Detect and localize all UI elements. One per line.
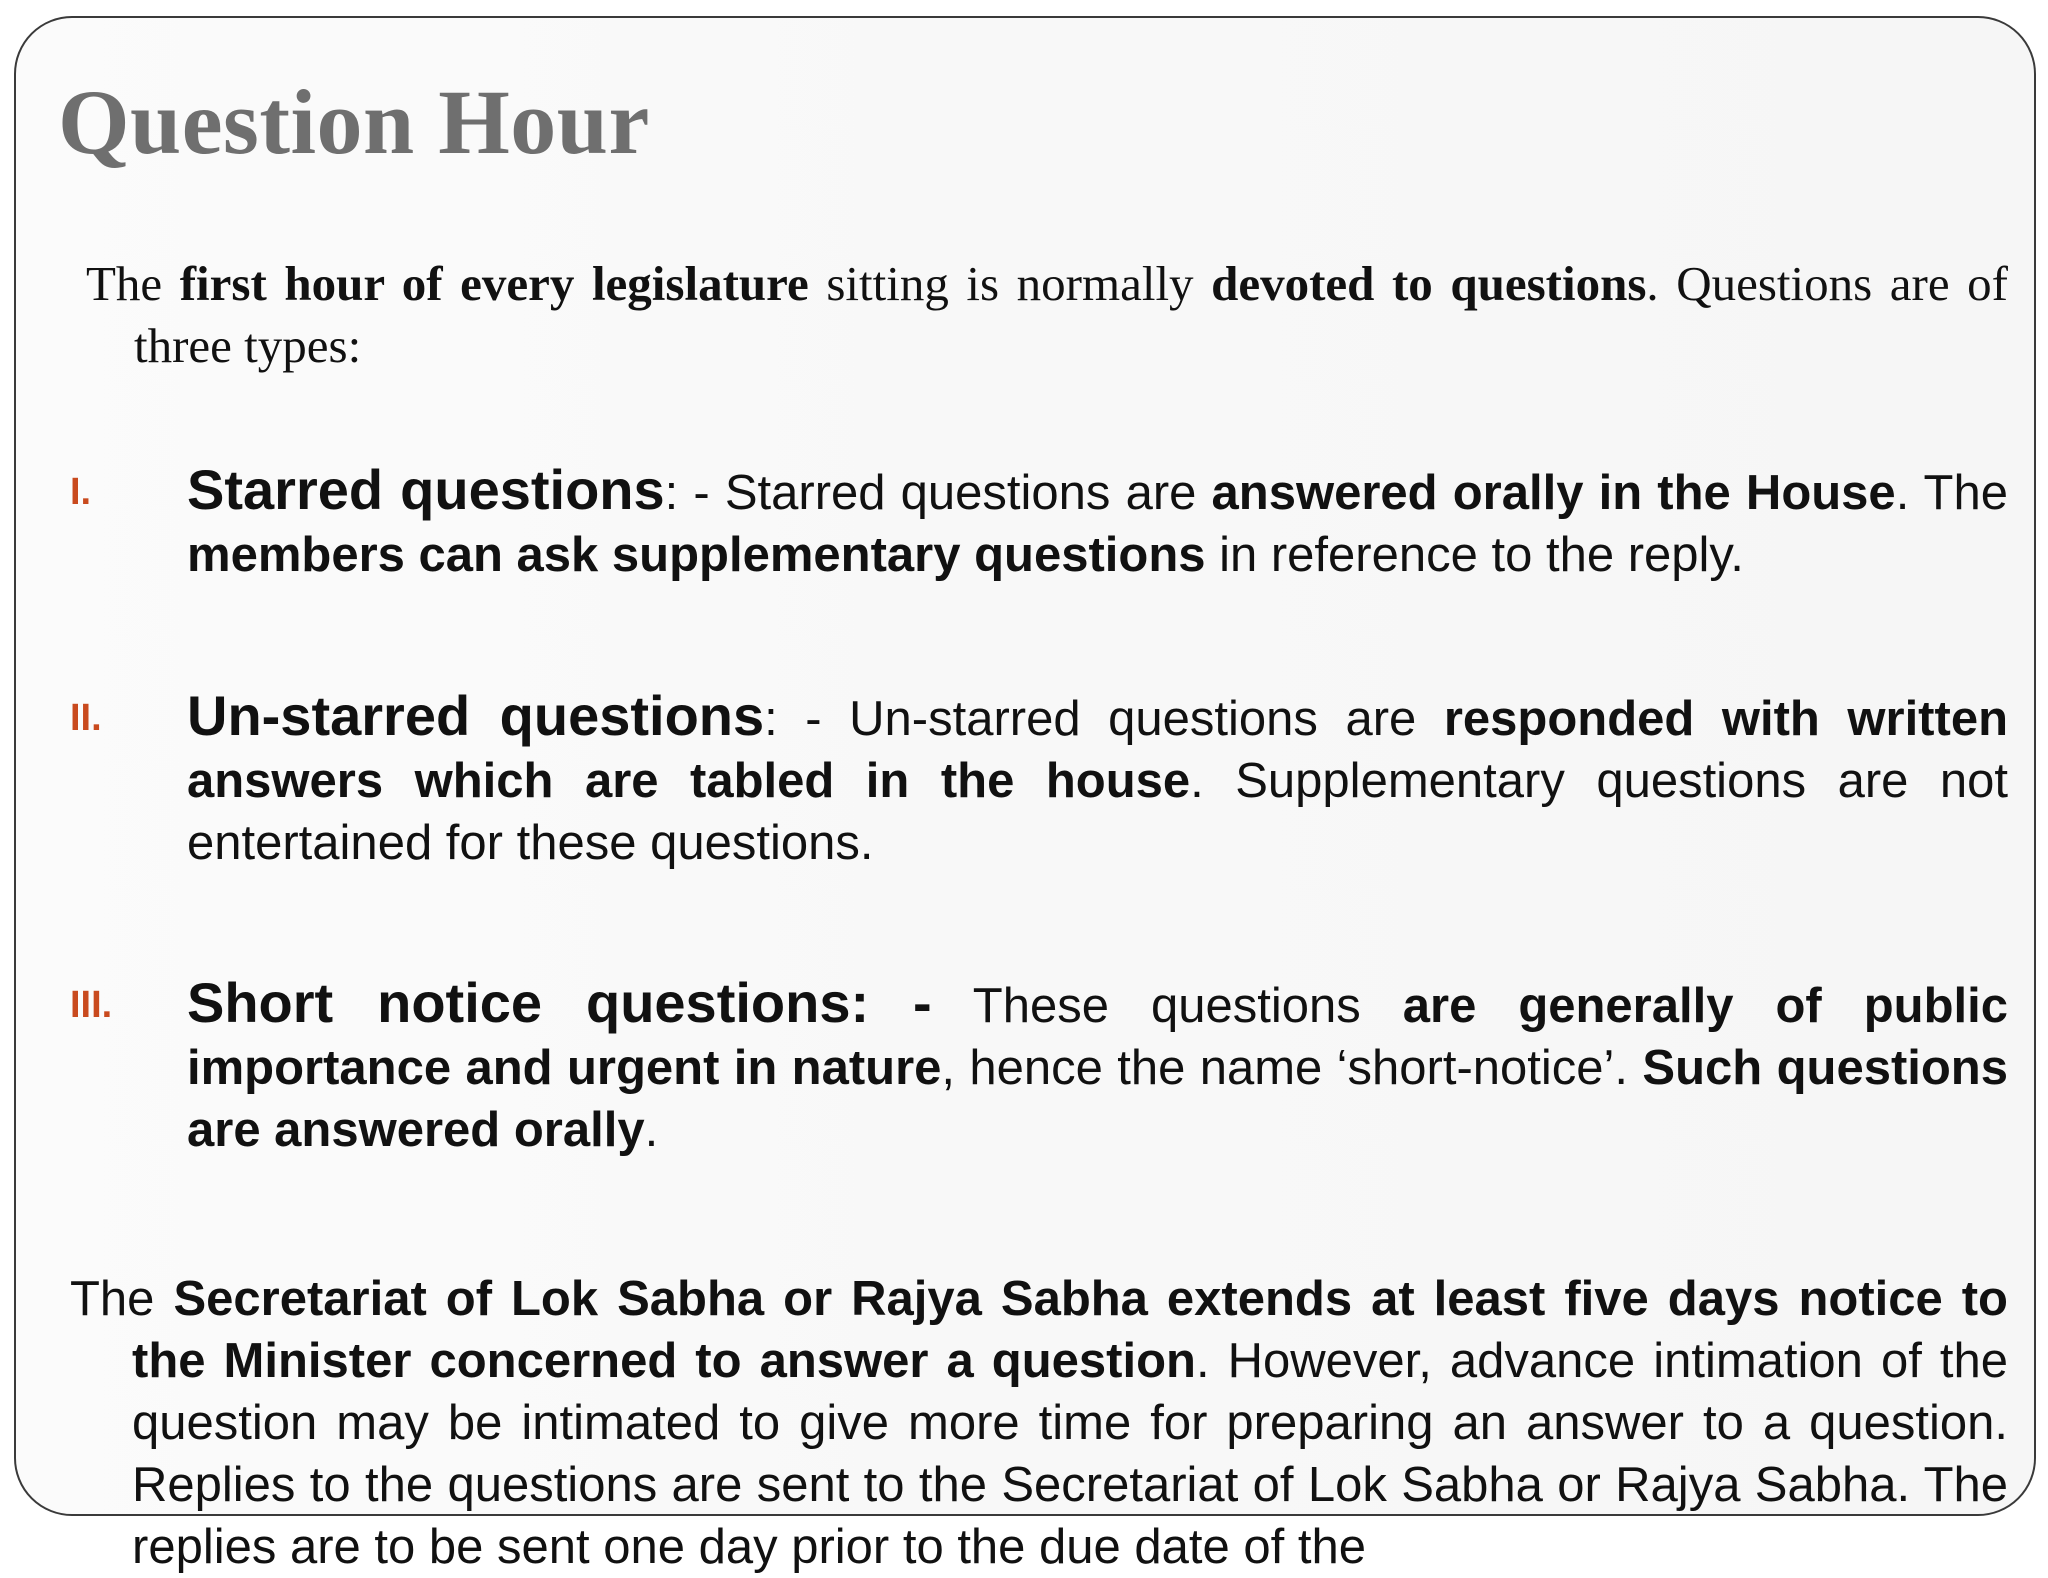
item-bold-2: Such questions are answered orally: [187, 1041, 2008, 1157]
list-item-unstarred: [70, 685, 2008, 874]
item-bold-1: answered orally in the House: [1211, 466, 1896, 520]
note-text-1: The: [70, 1272, 174, 1326]
intro-text-2: sitting is normally: [808, 256, 1212, 311]
list-item-body: [187, 459, 2008, 586]
list-numeral: I.: [70, 471, 92, 513]
list-item-body: [187, 972, 2008, 1161]
list-numeral: II.: [70, 697, 102, 739]
item-text-2: . The: [1895, 466, 2008, 520]
item-heading: Un-starred questions: [187, 684, 765, 747]
item-bold-1: responded with written answers which are tabled in the house: [187, 692, 2009, 808]
slide-title: Question Hour: [58, 71, 650, 173]
list-item-starred: [70, 459, 2008, 586]
item-heading: Short notice questions: -: [187, 971, 932, 1034]
intro-text-3: . Questions are of three types:: [134, 256, 2008, 373]
item-text-1: These questions: [931, 979, 1403, 1033]
note-bold-1: Secretariat of Lok Sabha or Rajya Sabha extends at least five days notice to the Minister concerned to answer a question: [132, 1272, 2008, 1388]
item-text-1: : - Un-starred questions are: [764, 692, 1444, 746]
intro-bold-1: first hour of every legislature: [179, 256, 809, 311]
secretariat-paragraph: [70, 1268, 2008, 1578]
list-numeral: III.: [70, 984, 113, 1026]
item-bold-2: members can ask supplementary questions: [187, 528, 1206, 582]
item-text-1: : - Starred questions are: [664, 466, 1212, 520]
list-item-body: [187, 685, 2008, 874]
item-text-3: .: [644, 1103, 659, 1157]
note-text-2: . However, advance intimation of the question may be intimated to give more time for preparing an answer to a question. Replies to the questions are sent to the Secretariat of Lok Sabha or Rajya Sabha. The replies are to be sent one day prior to the due date of the: [132, 1334, 2009, 1574]
item-text-3: in reference to the reply.: [1205, 528, 1744, 582]
list-item-short-notice: [70, 972, 2008, 1161]
item-heading: Starred questions: [187, 458, 665, 521]
item-bold-1: are generally of public importance and urgent in nature: [187, 979, 2008, 1095]
intro-paragraph: [86, 253, 2008, 377]
item-text-2: . Supplementary questions are not entertained for these questions.: [187, 754, 2009, 870]
intro-bold-2: devoted to questions: [1211, 256, 1647, 311]
intro-text-1: The: [86, 256, 180, 311]
item-text-2: , hence the name ‘short-notice’.: [941, 1041, 1643, 1095]
slide-frame: [14, 16, 2036, 1574]
